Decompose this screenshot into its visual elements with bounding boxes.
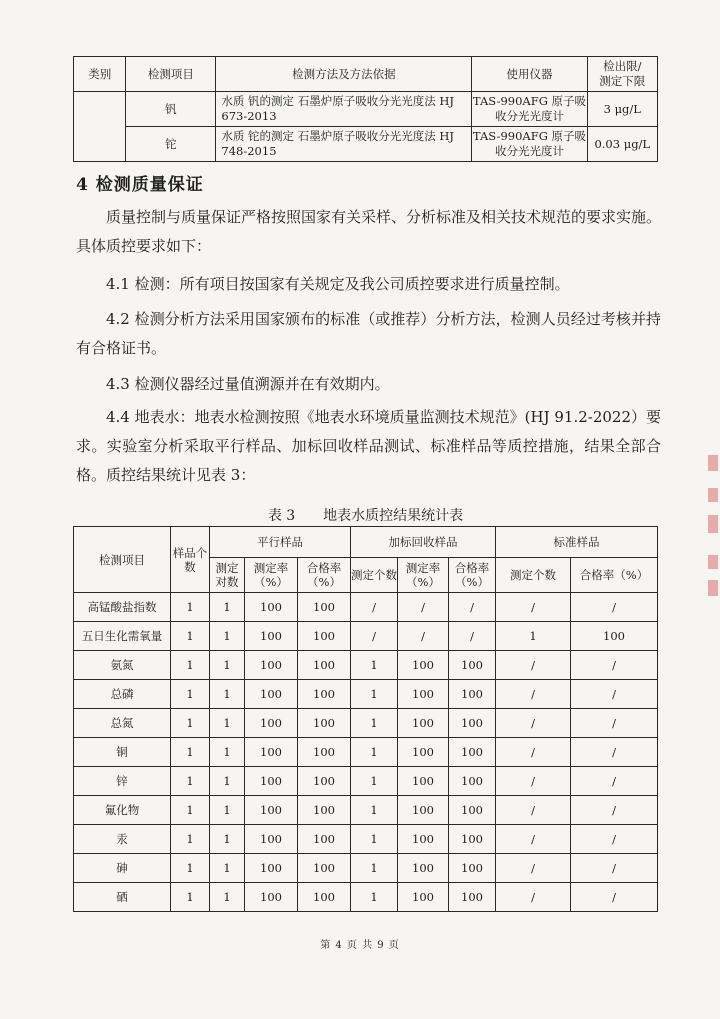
value-cell: 1 [171, 883, 210, 912]
row-item-cell: 硒 [74, 883, 171, 912]
value-cell: 1 [351, 709, 398, 738]
value-cell: / [571, 767, 658, 796]
value-cell: 1 [210, 593, 245, 622]
paragraph-4-2: 4.2 检测分析方法采用国家颁布的标准（或推荐）分析方法，检测人员经过考核并持有合格证书。 [76, 310, 661, 357]
header-standard: 标准样品 [496, 527, 658, 558]
value-cell: 100 [398, 796, 449, 825]
value-cell: / [496, 738, 571, 767]
value-cell: 100 [245, 767, 298, 796]
value-cell: 1 [351, 854, 398, 883]
value-cell: / [398, 622, 449, 651]
value-cell: / [449, 593, 496, 622]
value-cell: 100 [245, 738, 298, 767]
value-cell: 100 [245, 709, 298, 738]
value-cell: 1 [210, 883, 245, 912]
seal-edge-mark [708, 488, 718, 502]
value-cell: / [496, 680, 571, 709]
value-cell: 1 [496, 622, 571, 651]
qc-table-body [74, 593, 658, 912]
paragraph-4-1: 4.1 检测：所有项目按国家有关规定及我公司质控要求进行质量控制。 [106, 275, 570, 293]
value-cell: 100 [245, 651, 298, 680]
header-sub: 测定率（%） [398, 558, 449, 593]
paragraph-4-4: 4.4 地表水：地表水检测按照《地表水环境质量监测技术规范》(HJ 91.2-2022）要求。实验室分析采取平行样品、加标回收样品测试、标准样品等质控措施，结果全部合格。质控结果统计见表 3： [76, 408, 661, 484]
header-item: 检测项目 [74, 527, 171, 593]
table-row [74, 680, 658, 709]
value-cell: / [571, 593, 658, 622]
value-cell: / [496, 825, 571, 854]
value-cell: 100 [245, 680, 298, 709]
header-sub: 合格率（%） [571, 558, 658, 593]
limit-cell: 0.03 μg/L [587, 127, 657, 162]
value-cell: 1 [210, 622, 245, 651]
value-cell: / [571, 854, 658, 883]
value-cell: 1 [351, 680, 398, 709]
value-cell: 1 [351, 825, 398, 854]
value-cell: / [571, 651, 658, 680]
qc-table [73, 526, 658, 912]
header-sample-count: 样品个数 [171, 527, 210, 593]
value-cell: 100 [245, 622, 298, 651]
row-item-cell: 高锰酸盐指数 [74, 593, 171, 622]
row-item-cell: 五日生化需氧量 [74, 622, 171, 651]
value-cell: / [496, 709, 571, 738]
table-row [74, 883, 658, 912]
value-cell: / [351, 622, 398, 651]
page-footer: 第 4 页 共 9 页 [320, 940, 400, 951]
value-cell: 1 [351, 767, 398, 796]
instrument-cell: TAS-990AFG 原子吸收分光光度计 [472, 127, 587, 162]
section-heading: 4 检测质量保证 [76, 175, 204, 195]
value-cell: 1 [171, 709, 210, 738]
value-cell: 100 [449, 825, 496, 854]
table-row [74, 709, 658, 738]
table-row [74, 622, 658, 651]
value-cell: 1 [171, 825, 210, 854]
header-method: 检测方法及方法依据 [216, 57, 472, 92]
value-cell: 100 [398, 709, 449, 738]
table-row [74, 767, 658, 796]
value-cell: 100 [398, 825, 449, 854]
header-spike: 加标回收样品 [351, 527, 496, 558]
method-table [73, 56, 658, 162]
value-cell: 1 [351, 796, 398, 825]
value-cell: 100 [298, 796, 351, 825]
value-cell: / [351, 593, 398, 622]
row-item-cell: 铜 [74, 738, 171, 767]
value-cell: 100 [298, 593, 351, 622]
header-limit: 检出限/ 测定下限 [587, 57, 657, 92]
seal-edge-mark [708, 515, 718, 533]
header-sub: 合格率（%） [298, 558, 351, 593]
row-item-cell: 氨氮 [74, 651, 171, 680]
value-cell: 100 [398, 680, 449, 709]
value-cell: 1 [351, 651, 398, 680]
value-cell: 1 [210, 825, 245, 854]
value-cell: 1 [210, 767, 245, 796]
value-cell: / [449, 622, 496, 651]
value-cell: / [496, 767, 571, 796]
value-cell: / [398, 593, 449, 622]
value-cell: 100 [449, 883, 496, 912]
limit-cell: 3 μg/L [587, 92, 657, 127]
value-cell: 1 [171, 593, 210, 622]
value-cell: 100 [449, 854, 496, 883]
value-cell: 100 [298, 825, 351, 854]
table-row [74, 651, 658, 680]
value-cell: / [571, 680, 658, 709]
value-cell: 100 [449, 738, 496, 767]
value-cell: 1 [171, 651, 210, 680]
value-cell: 1 [171, 680, 210, 709]
method-cell: 水质 铊的测定 石墨炉原子吸收分光光度法 HJ 748-2015 [216, 127, 472, 162]
table-row [74, 738, 658, 767]
value-cell: 1 [210, 680, 245, 709]
row-item-cell: 氟化物 [74, 796, 171, 825]
value-cell: 100 [398, 854, 449, 883]
table-row [74, 825, 658, 854]
value-cell: 100 [298, 883, 351, 912]
value-cell: 100 [298, 709, 351, 738]
value-cell: 100 [449, 709, 496, 738]
value-cell: / [496, 854, 571, 883]
value-cell: / [496, 651, 571, 680]
method-table-header [74, 57, 658, 92]
header-sub: 测定个数 [496, 558, 571, 593]
value-cell: 1 [210, 709, 245, 738]
category-cell [74, 92, 126, 162]
seal-edge-mark [708, 455, 718, 471]
table-row [74, 796, 658, 825]
value-cell: 100 [245, 825, 298, 854]
value-cell: 1 [351, 738, 398, 767]
value-cell: 100 [449, 767, 496, 796]
value-cell: / [496, 796, 571, 825]
value-cell: 1 [171, 796, 210, 825]
value-cell: 100 [245, 854, 298, 883]
value-cell: 100 [298, 651, 351, 680]
value-cell: 100 [298, 622, 351, 651]
header-item: 检测项目 [126, 57, 216, 92]
header-sub: 测定对数 [210, 558, 245, 593]
instrument-cell: TAS-990AFG 原子吸收分光光度计 [472, 92, 587, 127]
value-cell: 1 [210, 738, 245, 767]
item-cell: 钒 [126, 92, 216, 127]
value-cell: 100 [398, 767, 449, 796]
value-cell: / [571, 709, 658, 738]
value-cell: / [571, 883, 658, 912]
value-cell: 1 [210, 854, 245, 883]
item-cell: 铊 [126, 127, 216, 162]
value-cell: 1 [171, 854, 210, 883]
value-cell: 100 [245, 593, 298, 622]
table-row [74, 854, 658, 883]
value-cell: 100 [571, 622, 658, 651]
value-cell: 100 [245, 883, 298, 912]
value-cell: 100 [298, 738, 351, 767]
value-cell: 100 [298, 854, 351, 883]
table-row [74, 127, 658, 162]
method-cell: 水质 钒的测定 石墨炉原子吸收分光光度法 HJ 673-2013 [216, 92, 472, 127]
table-caption: 表 3 地表水质控结果统计表 [267, 508, 464, 524]
paragraph-intro: 质量控制与质量保证严格按照国家有关采样、分析标准及相关技术规范的要求实施。具体质控要求如下： [76, 208, 662, 255]
value-cell: 100 [398, 651, 449, 680]
qc-header-top [74, 527, 658, 558]
value-cell: 1 [210, 651, 245, 680]
row-item-cell: 砷 [74, 854, 171, 883]
seal-edge-mark [708, 555, 718, 569]
header-parallel: 平行样品 [210, 527, 351, 558]
value-cell: 1 [351, 883, 398, 912]
value-cell: 100 [245, 796, 298, 825]
value-cell: 100 [298, 767, 351, 796]
table-row [74, 92, 658, 127]
value-cell: 1 [171, 622, 210, 651]
header-category: 类别 [74, 57, 126, 92]
row-item-cell: 总氮 [74, 709, 171, 738]
value-cell: / [571, 738, 658, 767]
value-cell: 1 [171, 738, 210, 767]
value-cell: 100 [449, 796, 496, 825]
seal-edge-mark [708, 580, 718, 596]
value-cell: / [571, 796, 658, 825]
row-item-cell: 总磷 [74, 680, 171, 709]
table-row [74, 593, 658, 622]
value-cell: 100 [449, 680, 496, 709]
header-sub: 测定率（%） [245, 558, 298, 593]
value-cell: / [496, 883, 571, 912]
header-sub: 合格率（%） [449, 558, 496, 593]
value-cell: / [496, 593, 571, 622]
header-instrument: 使用仪器 [472, 57, 587, 92]
value-cell: 100 [298, 680, 351, 709]
header-sub: 测定个数 [351, 558, 398, 593]
value-cell: 1 [171, 767, 210, 796]
value-cell: / [571, 825, 658, 854]
value-cell: 100 [449, 651, 496, 680]
value-cell: 100 [398, 738, 449, 767]
value-cell: 1 [210, 796, 245, 825]
row-item-cell: 锌 [74, 767, 171, 796]
value-cell: 100 [398, 883, 449, 912]
row-item-cell: 汞 [74, 825, 171, 854]
paragraph-4-3: 4.3 检测仪器经过量值溯源并在有效期内。 [106, 375, 390, 393]
